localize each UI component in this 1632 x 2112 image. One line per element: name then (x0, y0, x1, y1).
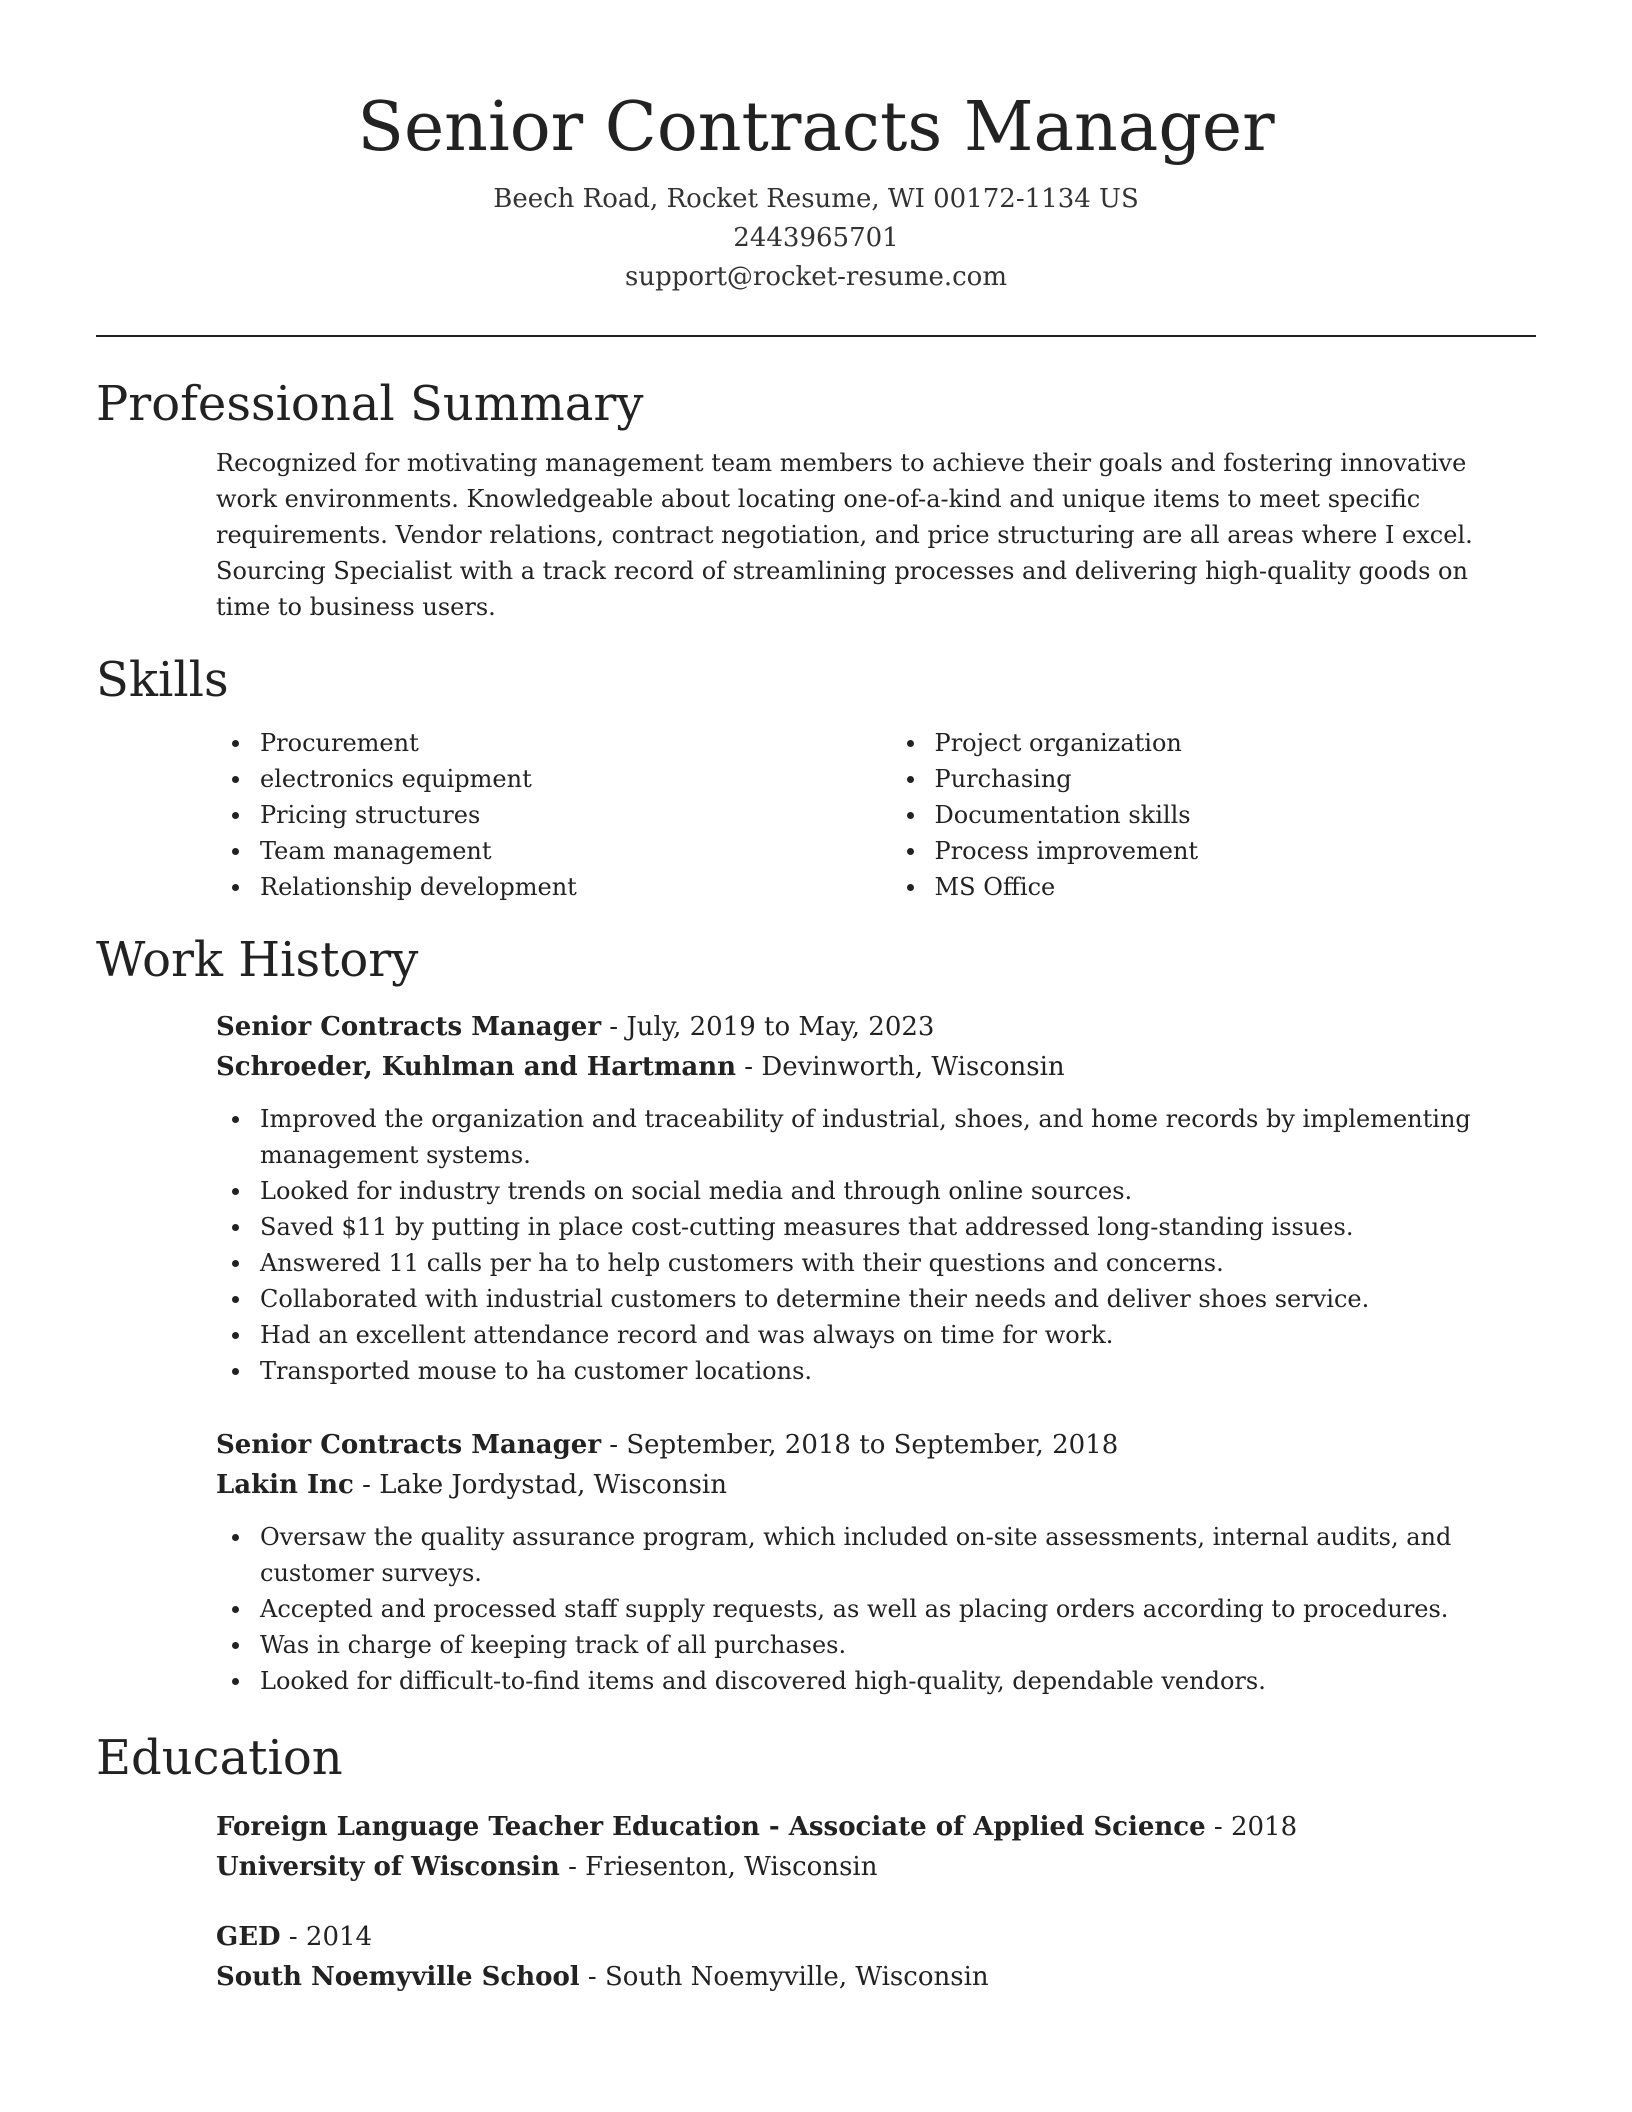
skill-item: Documentation skills (935, 797, 1536, 833)
skills-column-left (216, 725, 891, 905)
duty-item: Accepted and processed staff supply requests, as well as placing orders according to procedures. (260, 1591, 1536, 1627)
resume-header (96, 0, 1536, 297)
resume-page (96, 0, 1536, 1997)
education-section (96, 1729, 1536, 1997)
candidate-name: Senior Contracts Manager (357, 88, 1275, 167)
summary-heading: Professional Summary (96, 376, 644, 432)
education-heading: Education (96, 1730, 343, 1786)
job-company-line (216, 1465, 1536, 1505)
contact-phone: 2443965701 (733, 223, 899, 253)
job-location: Devinworth, Wisconsin (761, 1052, 1065, 1082)
contact-address: Beech Road, Rocket Resume, WI 00172-1134 US (493, 184, 1139, 214)
separator: - (579, 1962, 605, 1992)
job-title: Senior Contracts Manager (216, 1012, 602, 1042)
skill-item: Relationship development (260, 869, 891, 905)
degree-year: 2018 (1230, 1812, 1298, 1842)
duty-item: Saved $11 by putting in place cost-cutting measures that addressed long-standing issues. (260, 1209, 1536, 1245)
job-location: Lake Jordystad, Wisconsin (379, 1470, 727, 1500)
separator: - (601, 1012, 627, 1042)
duty-item: Looked for difficult-to-find items and discovered high-quality, dependable vendors. (260, 1663, 1536, 1699)
skill-item: Project organization (935, 725, 1536, 761)
skills-heading: Skills (96, 652, 229, 708)
separator: - (601, 1430, 627, 1460)
skills-section (96, 651, 1536, 905)
job-company: Lakin Inc (216, 1470, 354, 1500)
duty-item: Collaborated with industrial customers to determine their needs and deliver shoes service. (260, 1281, 1536, 1317)
separator: - (280, 1922, 306, 1952)
work-history-section (96, 931, 1536, 1699)
skills-list (96, 725, 1536, 905)
job-title-line (216, 1007, 1536, 1047)
separator: - (353, 1470, 380, 1500)
school-line (216, 1847, 1536, 1887)
separator: - (1205, 1812, 1231, 1842)
separator: - (736, 1052, 762, 1082)
separator: - (559, 1852, 586, 1882)
degree-line (216, 1807, 1536, 1847)
school-line (216, 1957, 1536, 1997)
duty-item: Answered 11 calls per ha to help customers with their questions and concerns. (260, 1245, 1536, 1281)
job-entry (216, 1007, 1536, 1389)
degree: GED (216, 1922, 281, 1952)
skill-item: Process improvement (935, 833, 1536, 869)
school-location: South Noemyville, Wisconsin (605, 1962, 989, 1992)
school-location: Friesenton, Wisconsin (585, 1852, 878, 1882)
job-title: Senior Contracts Manager (216, 1430, 602, 1460)
skills-column-right (891, 725, 1536, 905)
job-duties (216, 1519, 1536, 1699)
header-divider (96, 335, 1536, 337)
degree-year: 2014 (305, 1922, 373, 1952)
degree: Foreign Language Teacher Education - Associate of Applied Science (216, 1812, 1206, 1842)
duty-item: Transported mouse to ha customer locations. (260, 1353, 1536, 1389)
skill-item: electronics equipment (260, 761, 891, 797)
skill-item: Purchasing (935, 761, 1536, 797)
school-name: South Noemyville School (216, 1962, 580, 1992)
contact-email: support@rocket-resume.com (624, 262, 1007, 292)
skill-item: Team management (260, 833, 891, 869)
skill-item: Pricing structures (260, 797, 891, 833)
duty-item: Had an excellent attendance record and was always on time for work. (260, 1317, 1536, 1353)
summary-text: Recognized for motivating management team members to achieve their goals and fostering innovative work environments. Knowledgeable about locating one-of-a-kind and unique items to meet specific requirements. Vendor relations, contract negotiation, and price structuring are all areas where I excel. Sourcing Specialist with a track record of streamlining processes and delivering high-quality goods on time to business users. (216, 449, 1473, 621)
work-history-heading: Work History (96, 932, 419, 988)
duty-item: Was in charge of keeping track of all purchases. (260, 1627, 1536, 1663)
contact-info (96, 180, 1536, 297)
job-dates: July, 2019 to May, 2023 (626, 1012, 935, 1042)
school-name: University of Wisconsin (216, 1852, 560, 1882)
duty-item: Looked for industry trends on social media and through online sources. (260, 1173, 1536, 1209)
job-dates: September, 2018 to September, 2018 (626, 1430, 1119, 1460)
job-title-line (216, 1425, 1536, 1465)
skill-item: Procurement (260, 725, 891, 761)
job-company-line (216, 1047, 1536, 1087)
job-duties (216, 1101, 1536, 1389)
skill-item: MS Office (935, 869, 1536, 905)
degree-line (216, 1917, 1536, 1957)
summary-section (96, 375, 1536, 625)
job-entry (216, 1425, 1536, 1699)
job-company: Schroeder, Kuhlman and Hartmann (216, 1052, 737, 1082)
education-entry (216, 1807, 1536, 1887)
duty-item: Improved the organization and traceability of industrial, shoes, and home records by implementing management systems. (260, 1101, 1536, 1173)
duty-item: Oversaw the quality assurance program, which included on-site assessments, internal audits, and customer surveys. (260, 1519, 1536, 1591)
education-entry (216, 1917, 1536, 1997)
